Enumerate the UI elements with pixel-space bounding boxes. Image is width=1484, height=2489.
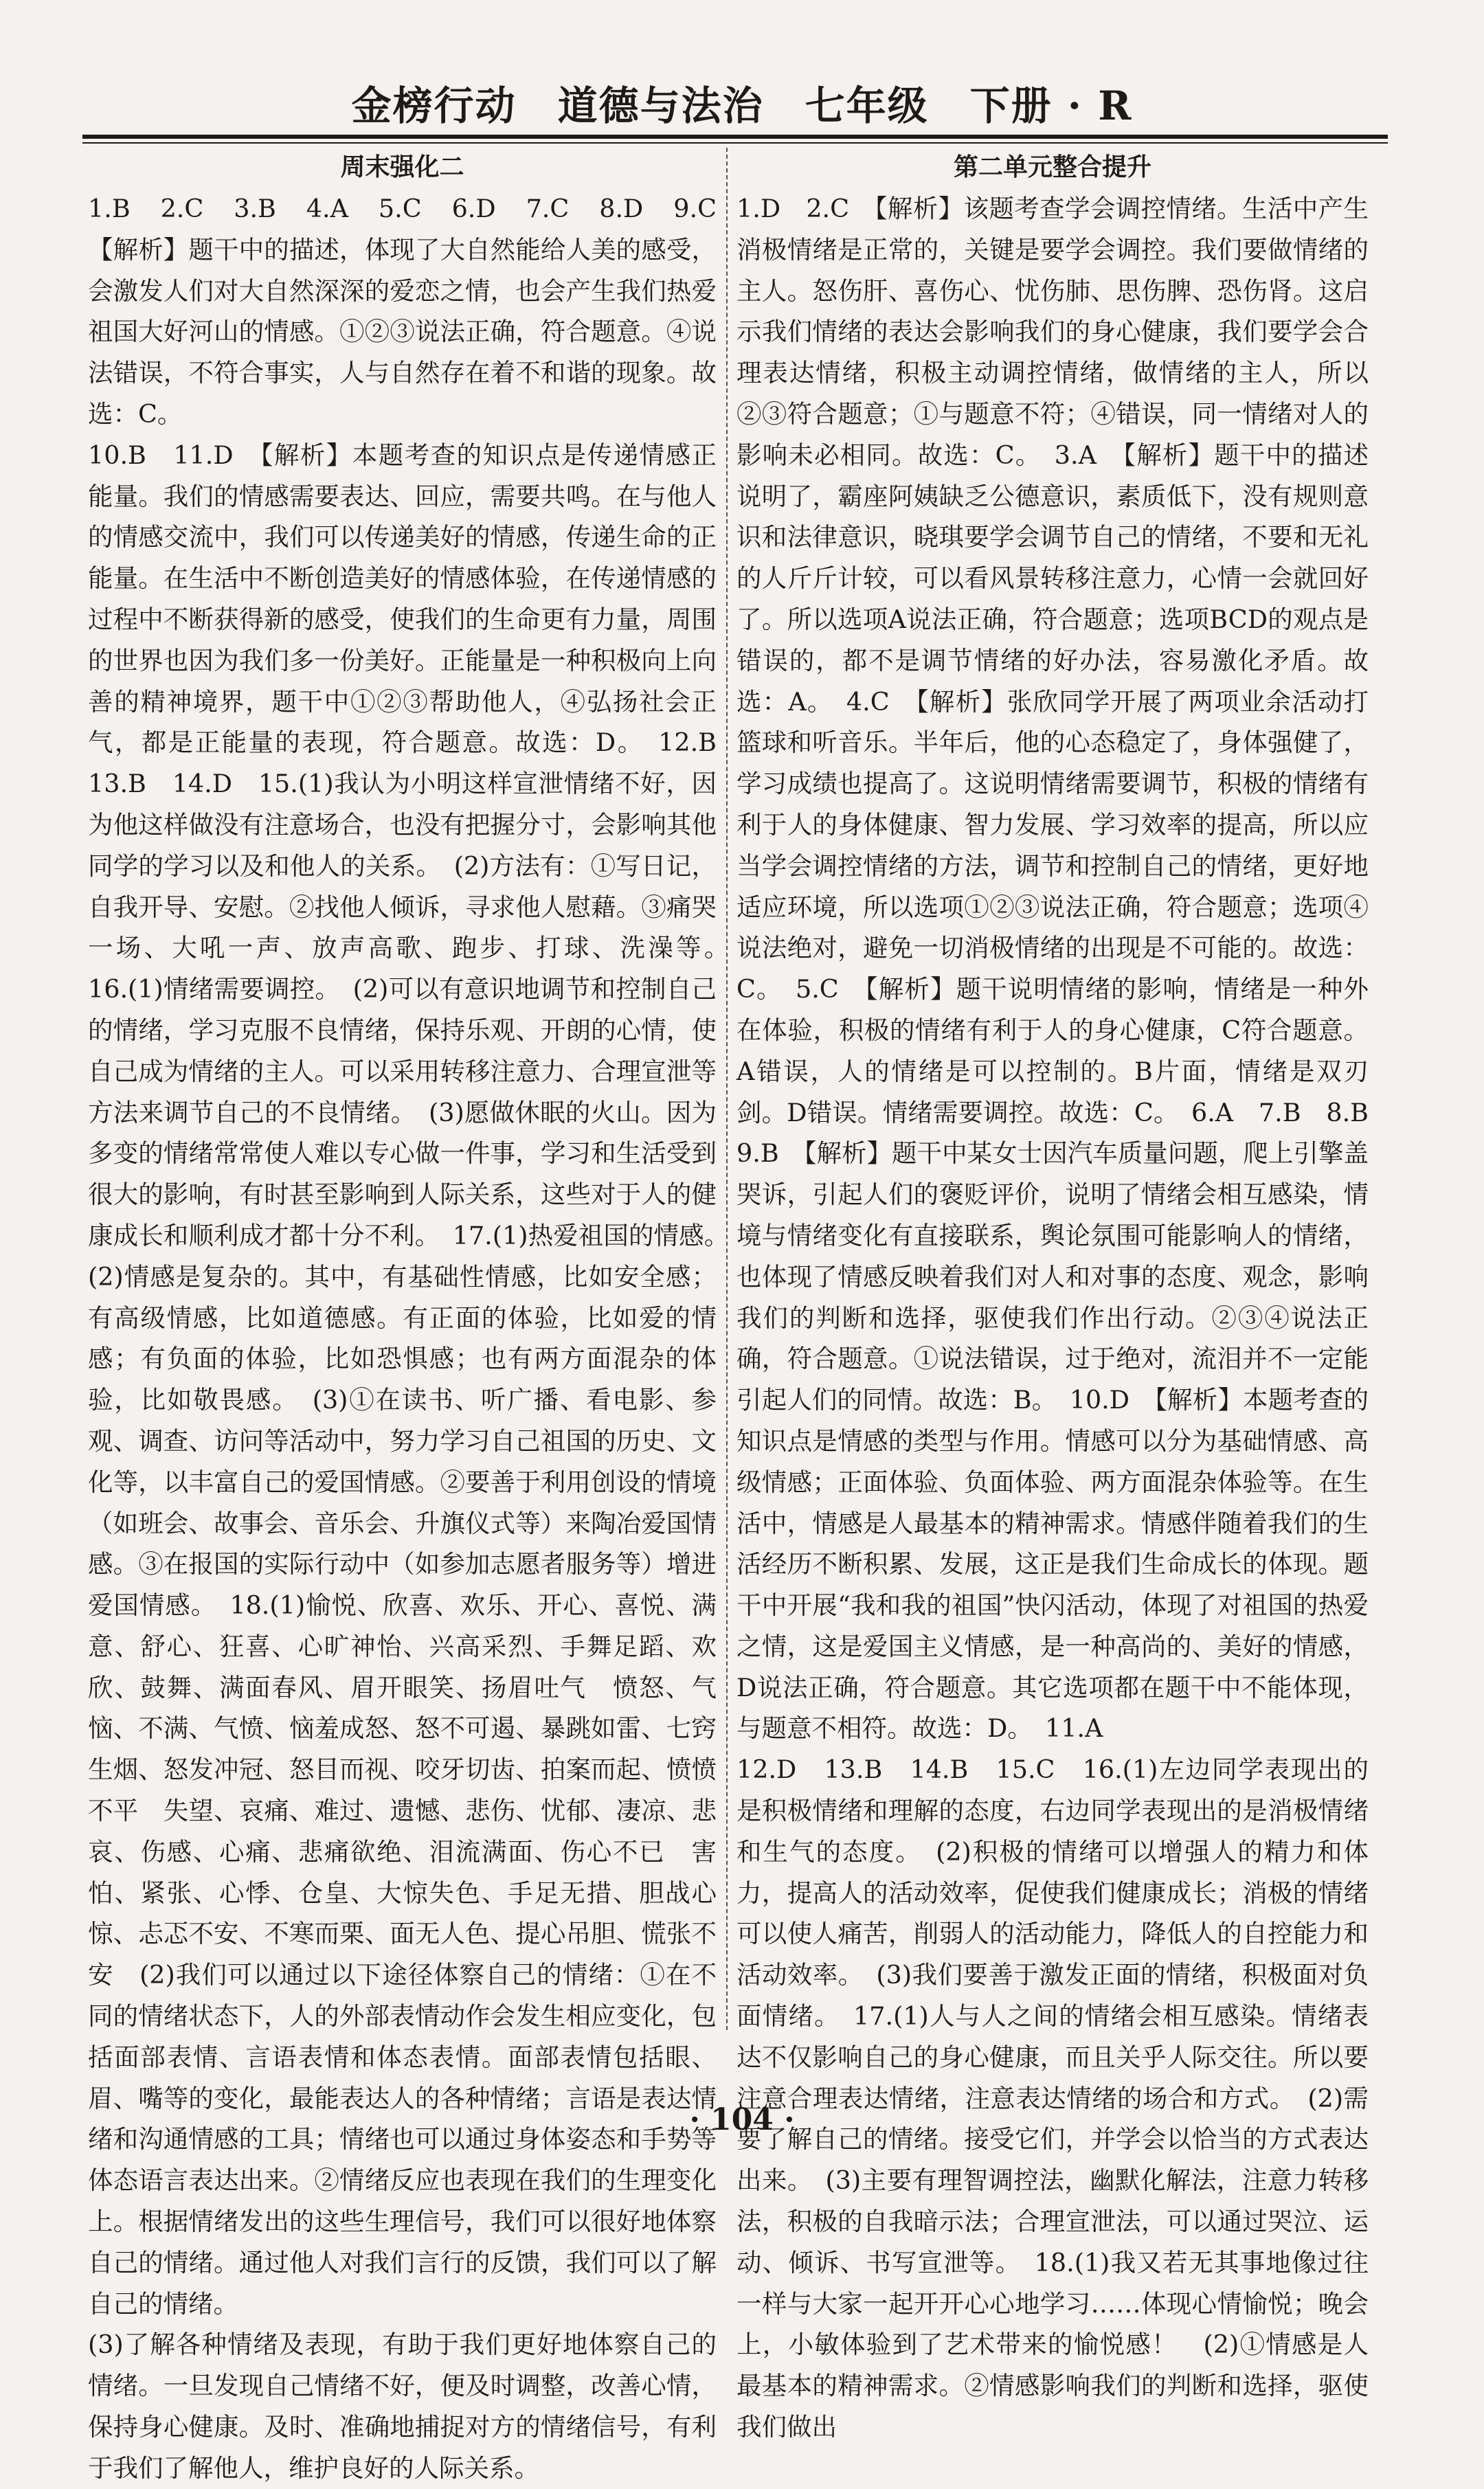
header-rule-thin <box>82 142 1388 144</box>
answer-paragraph: 10.B 11.D 【解析】本题考查的知识点是传递情感正能量。我们的情感需要表达、回应，需要共鸣。在与他人的情感交流中，我们可以传递美好的情感，传递生命的正能量。在生活中不断创造美好的情感体验，在传递情感的过程中不断获得新的感受，使我们的生命更有力量，周围的世界也因为我们多一份美好。正能量是一种积极向上向善的精神境界，题干中①②③帮助他人，④弘扬社会正气，都是正能量的表现，符合题意。故选：D。 12.B 13.B 14.D 15.(1)我认为小明这样宣泄情绪不好，因为他这样做没有注意场合，也没有把握分寸，会影响其他同学的学习以及和他人的关系。 (2)方法有：①写日记，自我开导、安慰。②找他人倾诉，寻求他人慰藉。③痛哭一场、大吼一声、放声高歌、跑步、打球、洗澡等。 16.(1)情绪需要调控。 (2)可以有意识地调节和控制自己的情绪，学习克服不良情绪，保持乐观、开朗的心情，使自己成为情绪的主人。可以采用转移注意力、合理宣泄等方法来调节自己的不良情绪。 (3)愿做休眠的火山。因为多变的情绪常常使人难以专心做一件事，学习和生活受到很大的影响，有时甚至影响到人际关系，这些对于人的健康成长和顺利成才都十分不利。 17.(1)热爱祖国的情感。 (2)情感是复杂的。其中，有基础性情感，比如安全感；有高级情感，比如道德感。有正面的体验，比如爱的情感；有负面的体验，比如恐惧感；也有两方面混杂的体验，比如敬畏感。 (3)①在读书、听广播、看电影、参观、调查、访问等活动中，努力学习自己祖国的历史、文化等，以丰富自己的爱国情感。②要善于利用创设的情境（如班会、故事会、音乐会、升旗仪式等）来陶冶爱国情感。③在报国的实际行动中（如参加志愿者服务等）增进爱国情感。 18.(1)愉悦、欣喜、欢乐、开心、喜悦、满意、舒心、狂喜、心旷神怡、兴高采烈、手舞足蹈、欢欣、鼓舞、满面春风、眉开眼笑、扬眉吐气 愤怒、气恼、不满、气愤、恼羞成怒、怒不可遏、暴跳如雷、七窍生烟、怒发冲冠、怒目而视、咬牙切齿、拍案而起、愤愤不平 失望、哀痛、难过、遗憾、悲伤、忧郁、凄凉、悲哀、伤感、心痛、悲痛欲绝、泪流满面、伤心不已 害怕、紧张、心悸、仓皇、大惊失色、手足无措、胆战心惊、忐忑不安、不寒而栗、面无人色、提心吊胆、慌张不安 (2)我们可以通过以下途径体察自己的情绪：①在不同的情绪状态下，人的外部表情动作会发生相应变化，包括面部表情、言语表情和体态表情。面部表情包括眼、眉、嘴等的变化，最能表达人的各种情绪；言语是表达情绪和沟通情感的工具；情绪也可以通过身体姿态和手势等体态语言表达出来。②情绪反应也表现在我们的生理变化上。根据情绪发出的这些生理信号，我们可以很好地体察自己的情绪。通过他人对我们言行的反馈，我们可以了解自己的情绪。 <box>88 440 742 2319</box>
answer-paragraph: 1.D 2.C 【解析】该题考查学会调控情绪。生活中产生消极情绪是正常的，关键是要学会调控。我们要做情绪的主人。怒伤肝、喜伤心、忧伤肺、思伤脾、恐伤肾。这启示我们情绪的表达会影响我们的身心健康，我们要学会合理表达情绪，积极主动调控情绪，做情绪的主人，所以②③符合题意；①与题意不符；④错误，同一情绪对人的影响未必相同。故选：C。 3.A 【解析】题干中的描述说明了，霸座阿姨缺乏公德意识，素质低下，没有规则意识和法律意识，晓琪要学会调节自己的情绪，不要和无礼的人斤斤计较，可以看风景转移注意力，心情一会就回好了。所以选项A说法正确，符合题意；选项BCD的观点是错误的，都不是调节情绪的好办法，容易激化矛盾。故选：A。 4.C 【解析】张欣同学开展了两项业余活动打篮球和听音乐。半年后，他的心态稳定了，身体强健了，学习成绩也提高了。这说明情绪需要调节，积极的情绪有利于人的身体健康、智力发展、学习效率的提高，所以应当学会调控情绪的方法，调节和控制自己的情绪，更好地适应环境，所以选项①②③说法正确，符合题意；选项④说法绝对，避免一切消极情绪的出现是不可能的。故选：C。 5.C 【解析】题干说明情绪的影响，情绪是一种外在体验，积极的情绪有利于人的身心健康，C符合题意。A错误，人的情绪是可以控制的。B片面，情绪是双刃剑。D错误。情绪需要调控。故选：C。 6.A 7.B 8.B 9.B 【解析】题干中某女士因汽车质量问题，爬上引擎盖哭诉，引起人们的褒贬评价，说明了情绪会相互感染，情境与情绪变化有直接联系，舆论氛围可能影响人的情绪，也体现了情感反映着我们对人和对事的态度、观念，影响我们的判断和选择，驱使我们作出行动。②③④说法正确，符合题意。①说法错误，过于绝对，流泪并不一定能引起人们的同情。故选：B。 10.D 【解析】本题考查的知识点是情感的类型与作用。情感可以分为基础情感、高级情感；正面体验、负面体验、两方面混杂体验等。在生活中，情感是人最基本的精神需求。情感伴随着我们的生活经历不断积累、发展，这正是我们生命成长的体现。题干中开展“我和我的祖国”快闪活动，体现了对祖国的热爱之情，这是爱国主义情感，是一种高尚的、美好的情感，D说法正确，符合题意。其它选项都在题干中不能体现，与题意不相符。故选：D。 11.A <box>737 194 1394 1744</box>
answer-paragraph: 1.B 2.C 3.B 4.A 5.C 6.D 7.C 8.D 9.C 【解析】题干中的描述，体现了大自然能给人美的感受，会激发人们对大自然深深的爱恋之情，也会产生我们热爱祖国大好河山的情感。①②③说法正确，符合题意。④说法错误，不符合事实，人与自然存在着不和谐的现象。故选：C。 <box>88 194 742 429</box>
page-header-title: 金榜行动 道德与法治 七年级 下册 · R <box>351 82 1133 129</box>
column-divider <box>726 148 728 2030</box>
answer-paragraph: (3)了解各种情绪及表现，有助于我们更好地体察自己的情绪。一旦发现自己情绪不好，便及时调整，改善心情，保持身心健康。及时、准确地捕捉对方的情绪信号，有利于我们了解他人，维护良好的人际关系。 <box>88 2330 717 2483</box>
answer-paragraph: 12.D 13.B 14.B 15.C 16.(1)左边同学表现出的是积极情绪和理解的态度，右边同学表现出的是消极情绪和生气的态度。 (2)积极的情绪可以增强人的精力和体力，提高人的活动效率，促使我们健康成长；消极的情绪可以使人痛苦，削弱人的活动能力，降低人的自控能力和活动效率。 (3)我们要善于激发正面的情绪，积极面对负面情绪。 17.(1)人与人之间的情绪会相互感染。情绪表达不仅影响自己的身心健康，而且关乎人际交往。所以要注意合理表达情绪，注意表达情绪的场合和方式。 (2)需要了解自己的情绪。接受它们，并学会以恰当的方式表达出来。 (3)主要有理智调控法，幽默化解法，注意力转移法，积极的自我暗示法；合理宣泄法，可以通过哭泣、运动、倾诉、书写宣泄等。 18.(1)我又若无其事地像过往一样与大家一起开开心心地学习……体现心情愉悦；晚会上，小敏体验到了艺术带来的愉悦感！ (2)①情感是人最基本的精神需求。②情感影响我们的判断和选择，驱使我们做出 <box>737 1755 1369 2442</box>
section-title-unit-review: 第二单元整合提升 <box>953 153 1151 181</box>
header-rule-thick <box>82 135 1388 139</box>
page-number: · 104 · <box>689 2102 795 2137</box>
section-title-weekend-review: 周末强化二 <box>340 153 464 181</box>
